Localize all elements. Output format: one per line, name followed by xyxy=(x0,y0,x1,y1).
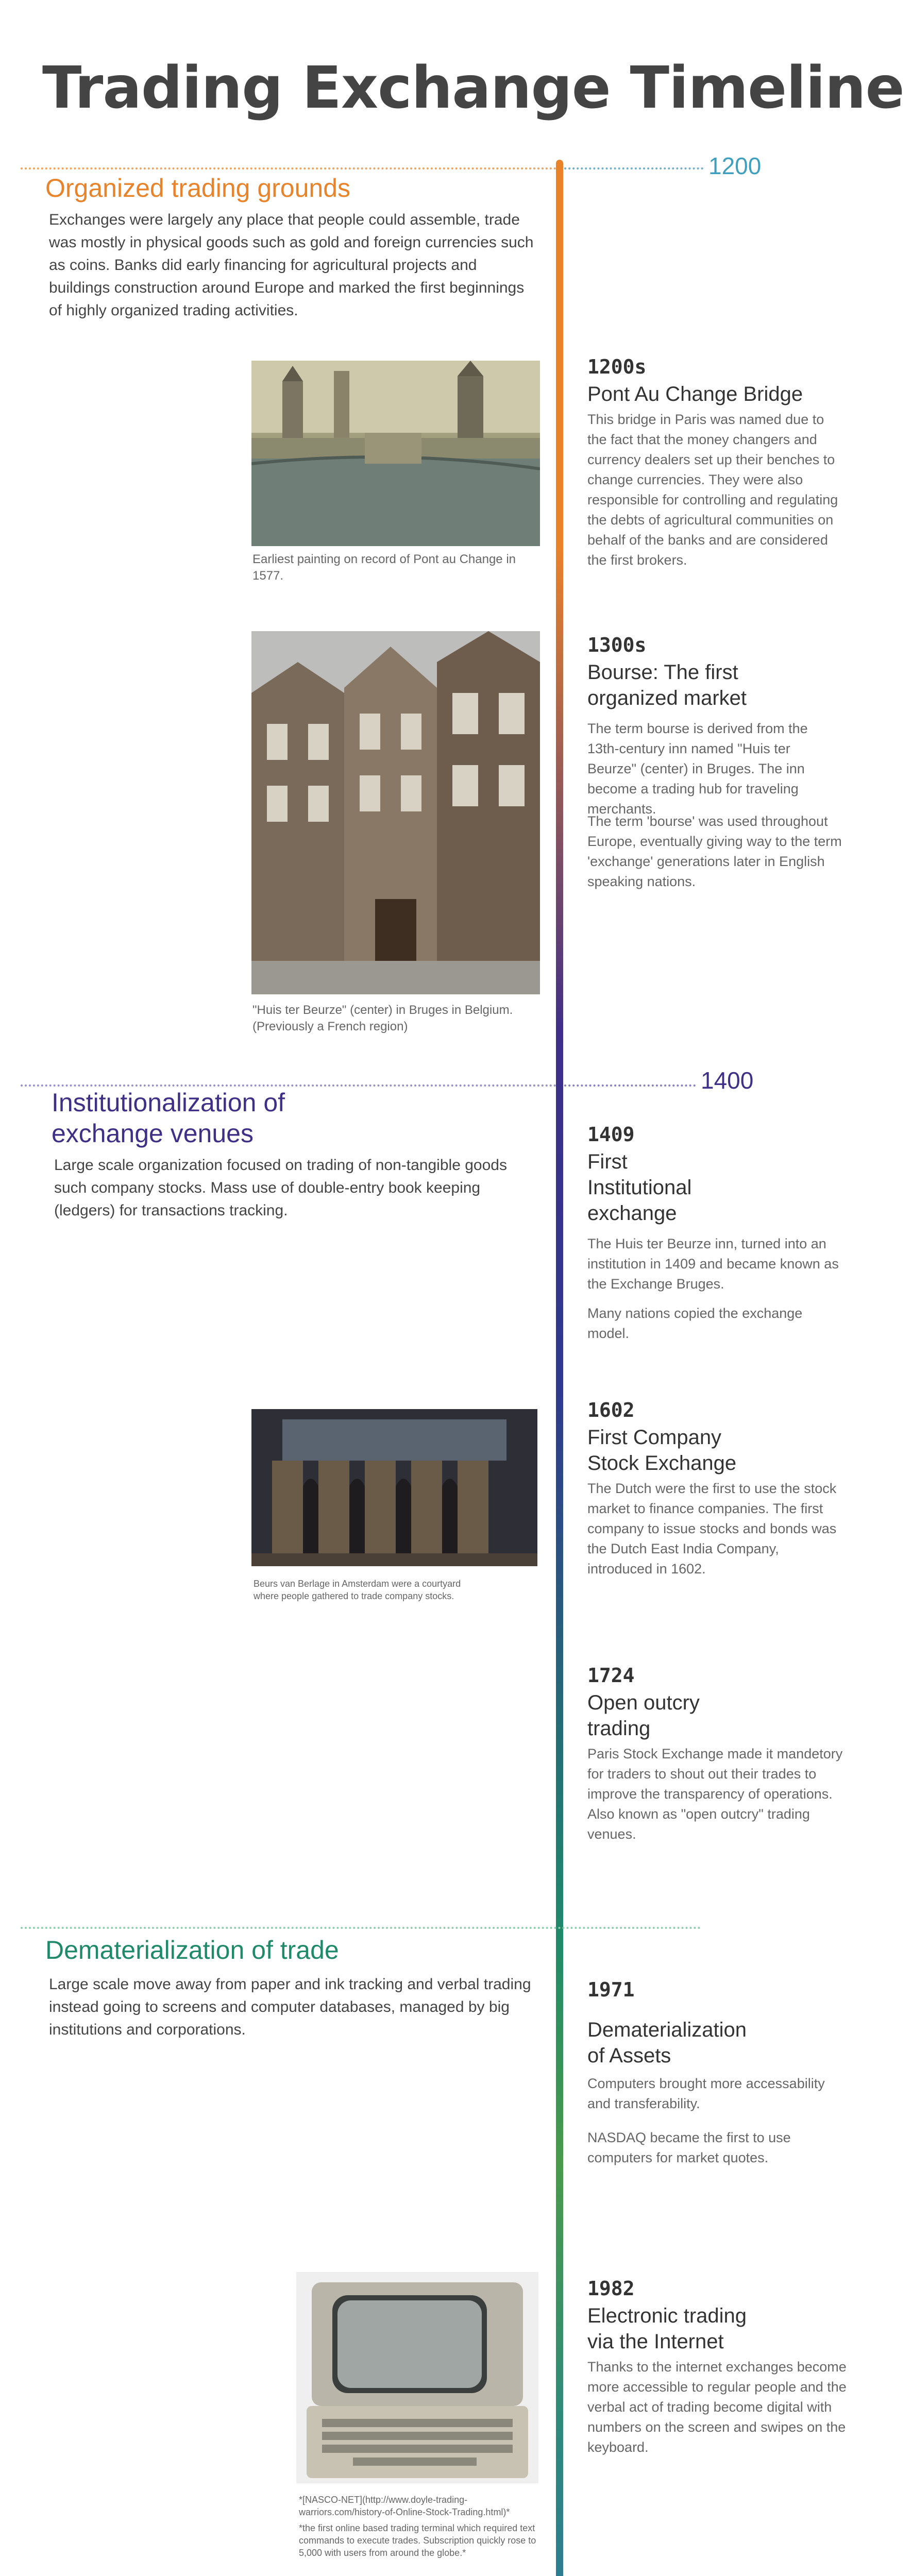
image-caption: "Huis ter Beurze" (center) in Bruges in Belgium. (Previously a French region) xyxy=(252,1003,513,1033)
era-label: 1200 xyxy=(708,152,762,179)
event-year: 1602 xyxy=(587,1399,635,1421)
event-description: The term 'bourse' was used throughout Europe, eventually giving way to the term 'exchange' generations later in English speaking nations. xyxy=(587,814,842,889)
event-description: The term bourse is derived from the 13th-century inn named "Huis ter Beurze" (center) in Bruges. The inn become a trading hub for traveling merchants. xyxy=(587,721,808,817)
section-body: Large scale organization focused on trading of non-tangible goods such company stocks. Mass use of double-entry book keeping (ledgers) for transactions tracking. xyxy=(54,1157,507,1219)
event-description: This bridge in Paris was named due to the fact that the money changers and currency dealers set up their benches to change currencies. They were also responsible for controlling and regulating the debts of agricultural communities on behalf of the banks and are considered the first brokers. xyxy=(587,412,838,568)
event-description: Many nations copied the exchange model. xyxy=(587,1306,803,1341)
image-caption: Beurs van Berlage in Amsterdam were a courtyard where people gathered to trade company stocks. xyxy=(254,1579,461,1601)
event-description: The Huis ter Beurze inn, turned into an institution in 1409 and became known as the Exchange Bruges. xyxy=(587,1236,839,1292)
section-divider xyxy=(21,1927,701,1929)
image-caption: Earliest painting on record of Pont au Change in 1577. xyxy=(252,552,516,583)
section-heading: Dematerialization of trade xyxy=(45,1936,339,1964)
event-year: 1409 xyxy=(587,1123,635,1146)
event-title: Open outcry trading xyxy=(587,1691,700,1740)
timeline-bar xyxy=(556,160,563,2576)
event-year: 1971 xyxy=(587,1978,635,2001)
image-caption: *the first online based trading terminal which required text commands to execute trades. Subscription quickly rose to 5,000 with users from around the globe.* xyxy=(299,2523,536,2558)
event-title: Pont Au Change Bridge xyxy=(587,383,803,405)
event-description: Paris Stock Exchange made it mandetory for traders to shout out their trades to improve the transparency of operations. Also known as "open outcry" trading venues. xyxy=(587,1746,843,1842)
huis-ter-beurze-photo xyxy=(251,631,540,994)
page-title: Trading Exchange Timeline xyxy=(42,55,904,122)
event-title: First Company Stock Exchange xyxy=(587,1426,737,1475)
event-title: Bourse: The first organized market xyxy=(587,661,747,709)
section-body: Exchanges were largely any place that people could assemble, trade was mostly in physical goods such as gold and foreign currencies such as coins. Banks did early financing for agricultural projects and buildings construction around Europe and marked the first beginnings of highly organized trading activities. xyxy=(49,211,534,319)
event-description: NASDAQ became the first to use computers for market quotes. xyxy=(587,2130,791,2165)
section-divider xyxy=(21,1084,556,1087)
event-description: The Dutch were the first to use the stock market to finance companies. The first company to issue stocks and bonds was the Dutch East India Company, introduced in 1602. xyxy=(587,1481,837,1577)
section-heading: Institutionalization of exchange venues xyxy=(52,1088,285,1148)
event-year: 1200s xyxy=(587,355,647,378)
event-year: 1724 xyxy=(587,1664,635,1687)
event-year: 1300s xyxy=(587,634,647,656)
event-description: Computers brought more accessability and transferability. xyxy=(587,2076,825,2111)
event-title: First Institutional exchange xyxy=(587,1150,692,1225)
event-year: 1982 xyxy=(587,2277,635,2300)
nasco-net-terminal-image xyxy=(296,2272,538,2483)
image-caption: *[NASCO-NET](http://www.doyle-trading-warriors.com/history-of-Online-Stock-Trading.html)* xyxy=(299,2495,510,2517)
beurs-van-berlage-photo xyxy=(251,1409,537,1566)
event-title: Electronic trading via the Internet xyxy=(587,2304,747,2353)
pont-au-change-painting xyxy=(251,361,540,546)
section-body: Large scale move away from paper and ink tracking and verbal trading instead going to screens and computer databases, managed by big institutions and corporations. xyxy=(49,1976,531,2038)
era-divider xyxy=(564,167,703,170)
era-divider xyxy=(564,1084,696,1087)
event-description: Thanks to the internet exchanges become more accessible to regular people and the verbal act of trading become digital with numbers on the screen and swipes on the keyboard. xyxy=(587,2359,847,2455)
section-heading: Organized trading grounds xyxy=(45,174,351,202)
event-title: Dematerialization of Assets xyxy=(587,2019,747,2067)
section-divider xyxy=(21,167,556,170)
era-label: 1400 xyxy=(701,1067,754,1094)
